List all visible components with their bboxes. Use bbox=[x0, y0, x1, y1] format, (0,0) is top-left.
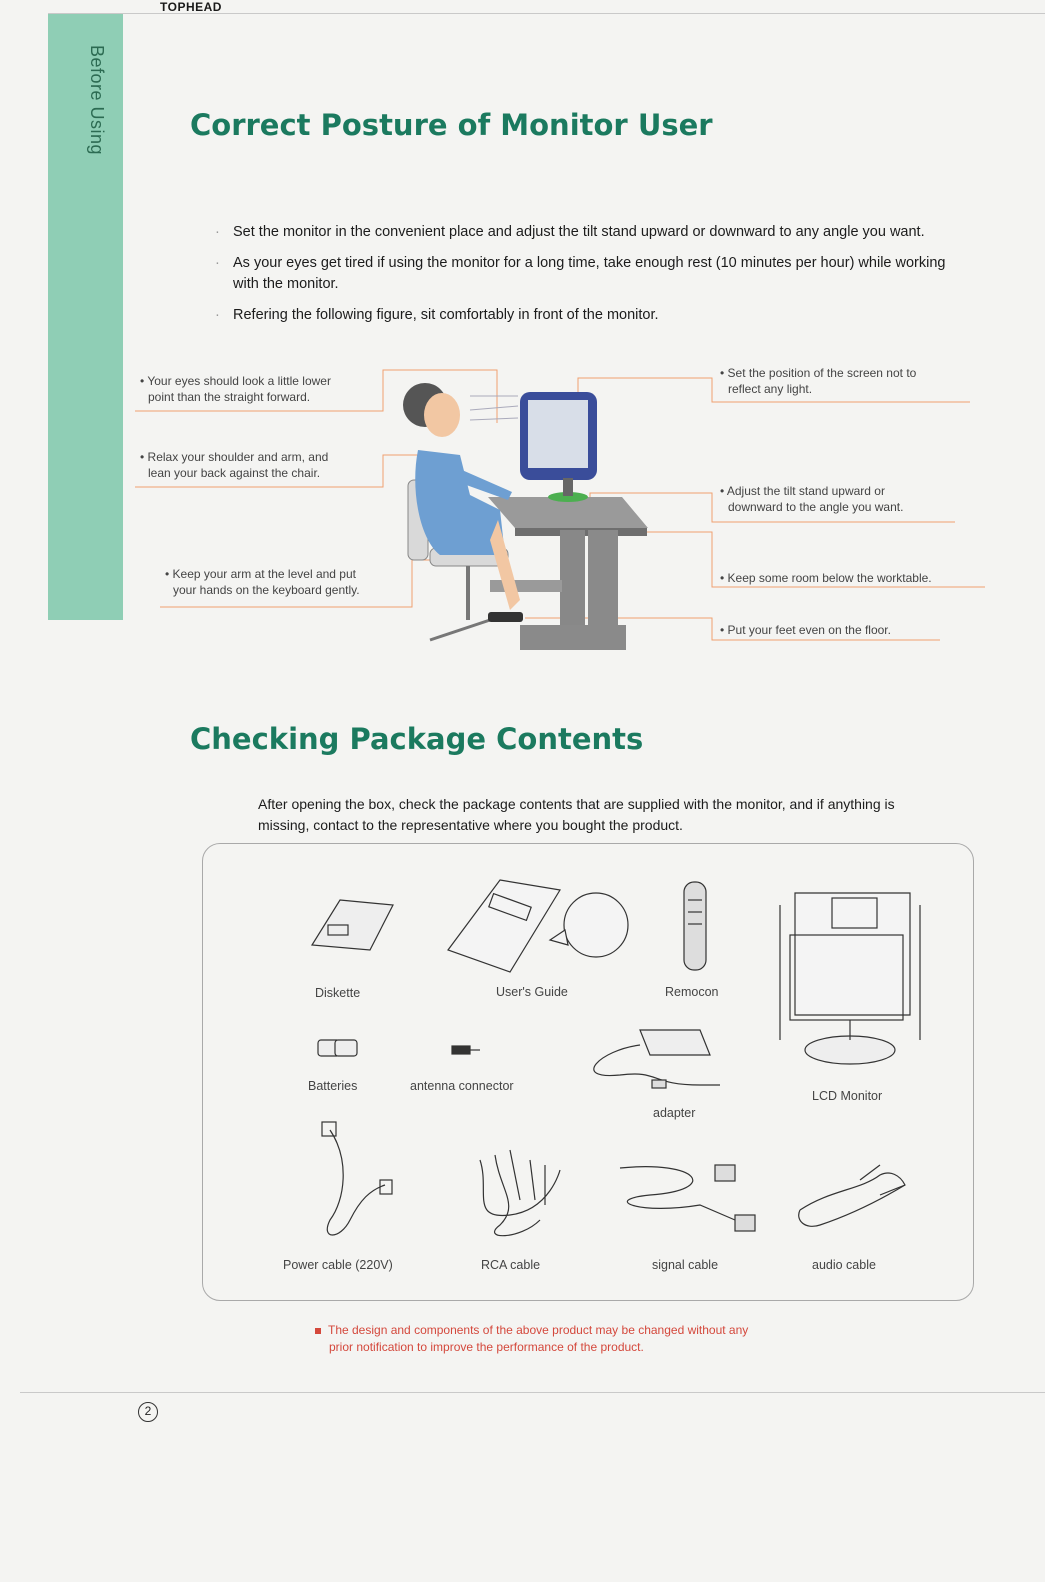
package-title: Checking Package Contents bbox=[190, 722, 644, 756]
callout-screen: • Set the position of the screen not to reflect any light. bbox=[720, 366, 917, 396]
package-contents-box bbox=[202, 843, 974, 1301]
bullet-item: · Set the monitor in the convenient place and adjust the tilt stand upward or downward to any angle you want. bbox=[215, 222, 1045, 243]
item-rca-label: RCA cable bbox=[481, 1258, 541, 1272]
item-remocon-label: Remocon bbox=[665, 985, 719, 999]
callout-feet: • Put your feet even on the floor. bbox=[720, 623, 891, 637]
footer-rule bbox=[20, 1392, 1045, 1393]
item-audio-label: audio cable bbox=[812, 1258, 876, 1272]
package-intro: After opening the box, check the package contents that are supplied with the monitor, and if anything is missing, contact to the representative where you bought the product. bbox=[258, 796, 895, 833]
bullet-item: · As your eyes get tired if using the monitor for a long time, take enough rest (10 minutes per hour) while working with the monitor. bbox=[215, 253, 975, 295]
design-change-note: The design and components of the above product may be changed without any prior notification to improve the performance of the product. bbox=[315, 1322, 748, 1356]
item-users-guide-label: User's Guide bbox=[496, 985, 568, 999]
side-tab-label: Before Using bbox=[87, 45, 107, 156]
item-diskette-label: Diskette bbox=[315, 986, 361, 1000]
item-adapter-label: adapter bbox=[653, 1106, 696, 1120]
page-number: 2 bbox=[138, 1402, 158, 1422]
callout-arm: • Keep your arm at the level and put your hands on the keyboard gently. bbox=[165, 567, 360, 597]
callout-room: • Keep some room below the worktable. bbox=[720, 571, 932, 585]
callout-eyes: • Your eyes should look a little lower point than the straight forward. bbox=[140, 374, 331, 404]
bullet-item: · Refering the following figure, sit comfortably in front of the monitor. bbox=[215, 305, 1045, 326]
item-power-label: Power cable (220V) bbox=[283, 1258, 393, 1272]
brand-logo: TOPHEAD bbox=[160, 0, 222, 14]
posture-title: Correct Posture of Monitor User bbox=[190, 108, 713, 142]
item-antenna-label: antenna connector bbox=[410, 1079, 514, 1093]
posture-illustration bbox=[0, 0, 1045, 700]
item-signal-label: signal cable bbox=[652, 1258, 719, 1272]
callout-tilt: • Adjust the tilt stand upward or downward to the angle you want. bbox=[720, 484, 904, 514]
note-bullet-icon bbox=[315, 1328, 321, 1334]
item-lcd-label: LCD Monitor bbox=[812, 1089, 883, 1103]
item-batteries-label: Batteries bbox=[308, 1079, 358, 1093]
callout-shoulder: • Relax your shoulder and arm, and lean your back against the chair. bbox=[140, 450, 329, 480]
